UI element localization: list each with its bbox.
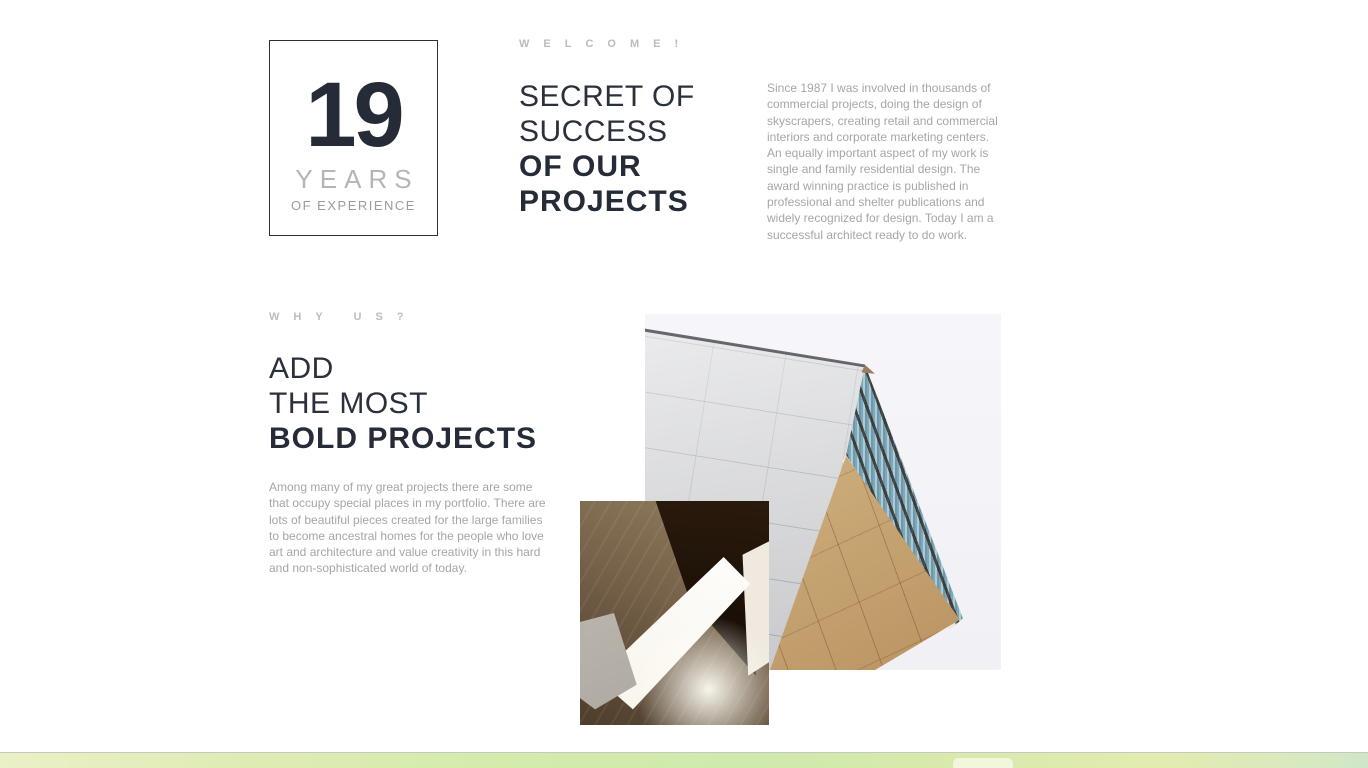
experience-caption: OF EXPERIENCE <box>291 198 416 213</box>
why-us-heading-line-3: BOLD PROJECTS <box>269 422 538 455</box>
why-us-heading-line-1: ADD <box>269 352 334 385</box>
footer-accent-band <box>0 752 1368 768</box>
welcome-heading-line-2: SUCCESS <box>519 115 668 148</box>
why-us-eyebrow: WHY US? <box>269 311 418 323</box>
experience-badge <box>269 40 438 236</box>
welcome-heading-line-3: OF OUR <box>519 150 642 183</box>
concrete-interior-photo <box>580 501 769 725</box>
why-us-heading-line-2: THE MOST <box>269 387 428 420</box>
welcome-paragraph: Since 1987 I was involved in thousands of commercial projects, doing the design of skyscrapers, creating retail and commercial interiors and corporate marketing centers. An equally important aspect of my work is single and family residential design. The award winning practice is published in professional and shelter publications and widely recognized for design. Today I am a successful architect ready to do work. <box>767 81 998 242</box>
welcome-heading-line-1: SECRET OF <box>519 80 695 113</box>
experience-unit: YEARS <box>295 164 419 194</box>
welcome-heading <box>519 79 695 219</box>
welcome-eyebrow: WELCOME! <box>519 38 693 50</box>
experience-number: 19 <box>305 64 402 166</box>
why-us-heading <box>269 351 537 456</box>
welcome-heading-line-4: PROJECTS <box>519 185 689 218</box>
why-us-paragraph: Among many of my great projects there are some that occupy special places in my portfolio. There are lots of beautiful pieces created for the large families to become ancestral homes for the people who love art and architecture and value creativity in this hard and non-sophisticated world of today. <box>269 480 546 576</box>
bottom-peek-button[interactable] <box>952 757 1014 768</box>
